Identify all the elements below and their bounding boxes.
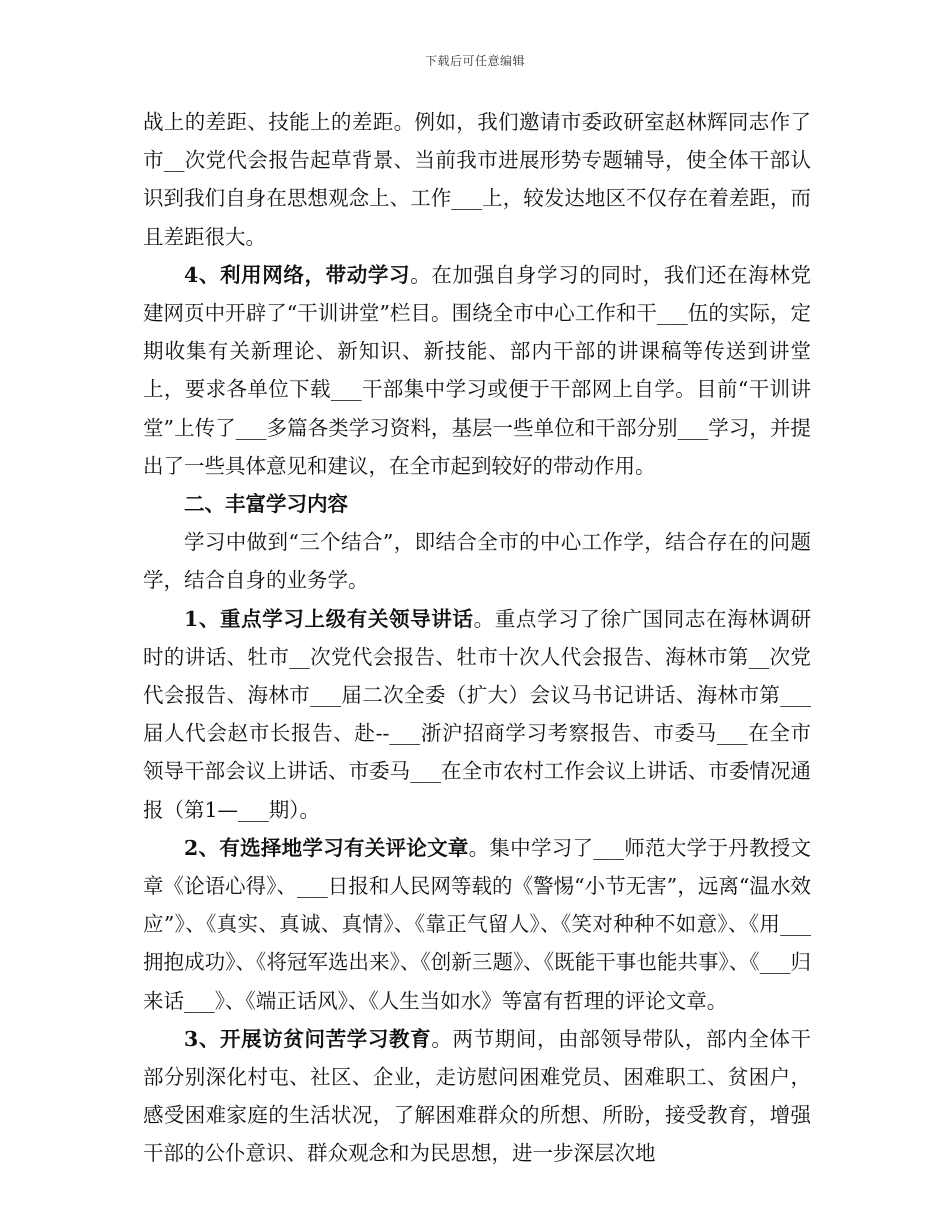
paragraph-poverty-visits	[143, 1020, 811, 1173]
paragraph-network-learning	[143, 256, 811, 485]
document-body	[143, 103, 811, 1173]
paragraph-heading: 3、开展访贫问苦学习教育	[184, 1026, 432, 1051]
paragraph-heading: 2、有选择地学习有关评论文章	[184, 835, 469, 860]
paragraph-text: 。在加强自身学习的同时，我们还在海林党建网页中开辟了“干训讲堂”栏目。围绕全市中心工作和干___伍的实际，定期收集有关新理论、新知识、新技能、部内干部的讲课稿等传送到讲堂上，要求各单位下载___干部集中学习或便于干部网上自学。目前“干训讲堂”上传了___多篇各类学习资料，基层一些单位和干部分别___学习，并提出了一些具体意见和建议，在全市起到较好的带动作用。	[143, 262, 812, 478]
paragraph-heading: 1、重点学习上级有关领导讲话	[184, 606, 474, 631]
paragraph-commentary-articles	[143, 829, 811, 1020]
paragraph-heading: 4、利用网络，带动学习	[184, 262, 411, 287]
paragraph-text: 。集中学习了___师范大学于丹教授文章《论语心得》、___日报和人民网等载的《警惕“小节无害”，远离“温水效应”》、《真实、真诚、真情》、《靠正气留人》、《笑对种种不如意》、《用___拥抱成功》、《将冠军选出来》、《创新三题》、《既能干事也能共事》、《___归来话___》、《端正话风》、《人生当如水》等富有哲理的评论文章。	[143, 835, 812, 1013]
page-header: 下载后可任意编辑	[424, 54, 525, 68]
paragraph-text: 战上的差距、技能上的差距。例如，我们邀请市委政研室赵林辉同志作了市__次党代会报告起草背景、当前我市进展形势专题辅导，使全体干部认识到我们自身在思想观念上、工作___上，较发达地区不仅存在着差距，而且差距很大。	[143, 110, 811, 249]
paragraph-text: 。两节期间，由部领导带队，部内全体干部分别深化村屯、社区、企业，走访慰问困难党员、困难职工、贫困户，感受困难家庭的生活状况，了解困难群众的所想、所盼，接受教育，增强干部的公仆意识、群众观念和为民思想，进一步深层次地	[143, 1026, 812, 1166]
section-heading-text: 二、丰富学习内容	[184, 492, 348, 517]
paragraph-continuation	[143, 103, 811, 256]
paragraph-three-combinations	[143, 523, 811, 599]
paragraph-leader-speeches	[143, 600, 811, 829]
paragraph-text: 学习中做到“三个结合”，即结合全市的中心工作学，结合存在的问题学，结合自身的业务学。	[143, 530, 811, 593]
paragraph-text: 。重点学习了徐广国同志在海林调研时的讲话、牡市__次党代会报告、牡市十次人代会报告、海林市第__次党代会报告、海林市___届二次全委（扩大）会议马书记讲话、海林市第___届人代会赵市长报告、赴--___浙沪招商学习考察报告、市委马___在全市领导干部会议上讲话、市委马___在全市农村工作会议上讲话、市委情况通报（第1—___期）。	[143, 606, 812, 822]
section-heading	[143, 485, 811, 523]
